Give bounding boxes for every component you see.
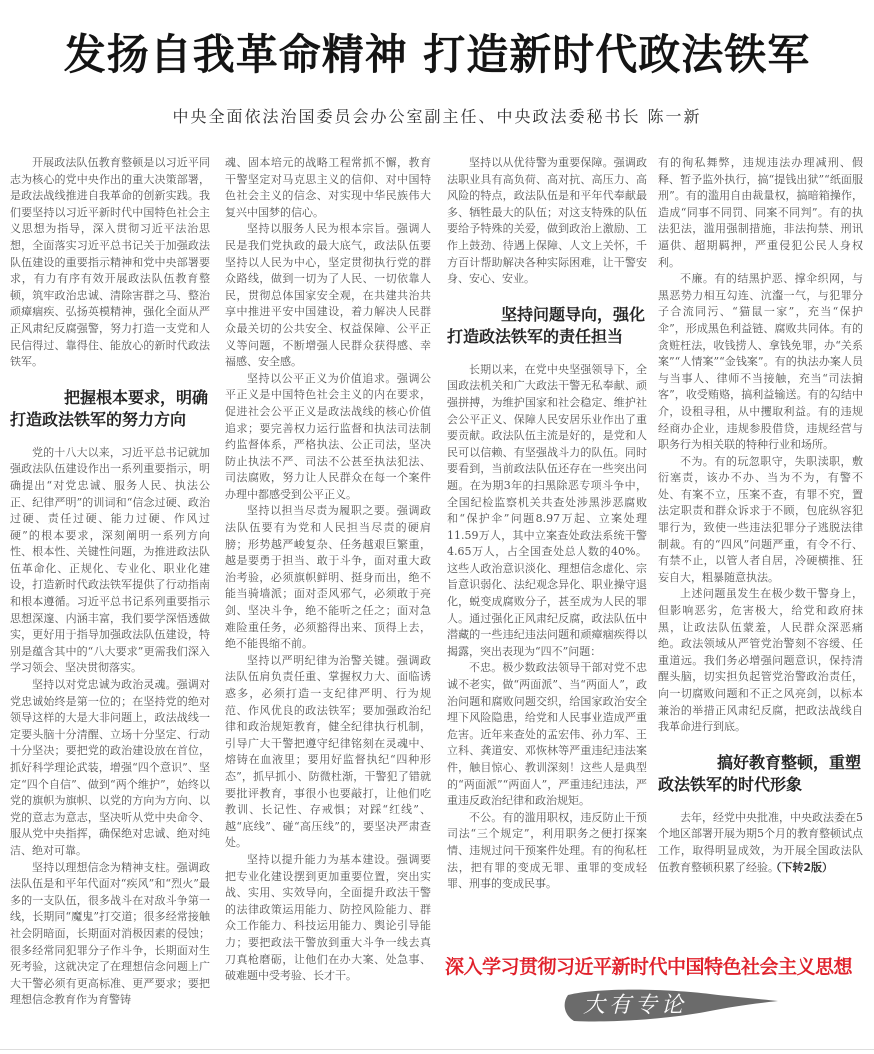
article-headline: 发扬自我革命精神 打造新时代政法铁军 xyxy=(63,30,811,79)
column-1 xyxy=(10,155,210,1009)
body-paragraph: 不忠。极少数政法领导干部对党不忠诚不老实，做“两面派”、当“两面人”，政治问题和腐败问题交织，给国家政治安全埋下风险隐患，给党和人民事业造成严重危害。近年来查处的孟宏伟、孙力军、王立科、龚道安、邓恢林等严重违纪违法案件，触目惊心、教训深刻！这些人是典型的“两面派”“两面人”，严重违纪违法，严重违反政治纪律和政治规矩。 xyxy=(447,661,647,808)
intro-paragraph: 开展政法队伍教育整顿是以习近平同志为核心的党中央作出的重大决策部署，是政法战线推进自我革命的创新实践。我们要坚持以习近平新时代中国特色社会主义思想为指导，深入贯彻习近平法治思想，全面落实习近平总书记关于加强政法队伍建设的重要指示精神和党中央部署要求，有力有序有效开展政法队伍教育整顿，筑牢政治忠诚、清除害群之马、整治顽瘴痼疾、弘扬英模精神，强化全面从严正风肃纪反腐强警，努力打造一支党和人民信得过、靠得住、能放心的新时代政法铁军。 xyxy=(10,156,210,369)
section-heading-2-line1: 坚持问题导向，强化 xyxy=(500,304,645,324)
section-heading-1-line2: 打造政法铁军的努力方向 xyxy=(10,409,187,429)
column-2 xyxy=(225,155,431,985)
body-paragraph: 党的十八大以来，习近平总书记就加强政法队伍建设作出一系列重要指示，明确提出“对党忠诚、服务人民、执法公正、纪律严明”的训词和“信念过硬、政治过硬、责任过硬、能力过硬、作风过硬”的根本要求，深刻阐明一系列方向性、根本性、关键性问题，为推进政法队伍革命化、正规化、专业化、职业化建设，打造新时代政法铁军提供了行动指南和根本遵循。习近平总书记系列重要指示思想深邃、内涵丰富，我们要学深悟透做实，更好用于指导加强政法队伍建设，特别是蕴含其中的“八大要求”更需我们深入学习领会、坚决贯彻落实。 xyxy=(10,445,210,675)
bottom-divider xyxy=(0,1049,874,1050)
body-paragraph-continued: 有的徇私舞弊，违规违法办理减刑、假释、暂予监外执行，搞“提钱出狱”“纸面服刑”。有的滥用自由裁量权，搞暗箱操作，造成“同事不同罚、同案不同判”。有的执法犯法，滥用强制措施，非法拘禁、刑讯逼供、超期羁押，严重侵犯公民人身权利。 xyxy=(658,156,863,269)
body-paragraph: 坚持以提升能力为基本建设。强调要把专业化建设摆到更加重要位置，突出实战、实用、实效导向，全面提升政法干警的法律政策运用能力、防控风险能力、群众工作能力、科技运用能力、舆论引导能力；要把政法干警放到重大斗争一线去真刀真枪磨砺，让他们在办大案、处急事、破难题中受考验、长才干。 xyxy=(225,852,431,983)
section-heading-3-line1: 搞好教育整顿，重塑 xyxy=(716,752,861,772)
column-4 xyxy=(658,155,863,876)
section-heading-3-line2: 政法铁军的时代形象 xyxy=(658,774,803,794)
section-heading-2 xyxy=(447,304,647,348)
body-paragraph: 坚持以理想信念为精神支柱。强调政法队伍是和平年代面对“疾风”和“烈火”最多的一支队伍，很多战斗在对敌斗争第一线，长期同“魔鬼”打交道；很多经常接触社会阴暗面，长期面对消极因素的侵蚀；很多经常同犯罪分子作斗争，长期面对生死考验，这就决定了在理想信念问题上广大干警必须有更高标准、更严要求；要把理想信念教育作为育警铸 xyxy=(10,860,210,1007)
body-paragraph: 坚持以从优待警为重要保障。强调政法职业具有高负荷、高对抗、高压力、高风险的特点，政法队伍是和平年代奉献最多、牺牲最大的队伍；对这支特殊的队伍要给予特殊的关爱，做到政治上激励、工作上鼓劲、待遇上保障、人文上关怀，千方百计帮助解决各种实际困难，让干警安身、安心、安业。 xyxy=(447,156,647,286)
body-paragraph: 上述问题虽发生在极少数干警身上，但影响恶劣，危害极大，给党和政府抹黑，让政法队伍蒙羞，人民群众深恶痛绝。政法领域从严管党治警刻不容缓、任重道远。我们务必增强问题意识，保持清醒头脑，切实担负起管党治警政治责任，向一切腐败问题和不正之风亮剑，以标本兼治的举措正风肃纪反腐，把政法战线自我革命进行到底。 xyxy=(658,587,863,734)
body-paragraph: 坚持以公平正义为价值追求。强调公平正义是中国特色社会主义的内在要求，促进社会公平正义是政法战线的核心价值追求；要完善权力运行监督和执法司法制约监督体系，严格执法、公正司法，坚决防止执法不严、司法不公甚至执法犯法、司法腐败，努力让人民群众在每一个案件办理中都感受到公平正义。 xyxy=(225,371,431,501)
body-paragraph: 坚持以担当尽责为履职之要。强调政法队伍要有为党和人民担当尽责的硬肩膀；形势越严峻复杂、任务越艰巨繁重，越是要勇于担当、敢于斗争，面对重大政治考验，必须旗帜鲜明、挺身而出，绝不能当骑墙派；面对歪风邪气，必须敢于亮剑、坚决斗争，绝不能听之任之；面对急难险重任务，必须豁得出来、顶得上去，绝不能畏缩不前。 xyxy=(225,504,431,651)
section-heading-2-line2: 打造政法铁军的责任担当 xyxy=(447,326,624,346)
body-paragraph: 长期以来，在党中央坚强领导下，全国政法机关和广大政法干警无私奉献、顽强拼搏，为维护国家和社会稳定、维护社会公平正义、保障人民安居乐业作出了重要贡献。政法队伍主流是好的，是党和人民可以信赖、有坚强战斗力的队伍。同时要看到，当前政法队伍还存在一些突出问题。在为期3年的扫黑除恶专项斗争中，全国纪检监察机关共查处涉黑涉恶腐败和“保护伞”问题8.97万起、立案处理11.59万人，其中立案查处政法系统干警4.65万人，占全国查处总人数的40%。这些人政治意识淡化、理想信念虚化、宗旨意识弱化、法纪观念异化、职业操守退化，蜕变成腐败分子，甚至成为人民的罪人。通过强化正风肃纪反腐，政法队伍中潜藏的一些违纪违法问题和顽瘴痼疾得以揭露，突出表现为“四不”问题： xyxy=(447,362,647,658)
body-paragraph: 坚持以对党忠诚为政治灵魂。强调对党忠诚始终是第一位的；在坚持党的绝对领导这样的大是大非问题上，政法战线一定要头脑十分清醒、立场十分坚定、行动十分坚决；要把党的政治建设放在首位，抓好科学理论武装，增强“四个意识”、坚定“四个自信”、做到“两个维护”，始终以党的旗帜为旗帜、以党的方向为方向、以党的意志为意志，坚决听从党中央命令、服从党中央指挥，确保绝对忠诚、绝对纯洁、绝对可靠。 xyxy=(10,678,210,857)
column-name-label: 大有专论 xyxy=(582,993,687,1018)
body-paragraph-continued: 魂、固本培元的战略工程常抓不懈，教育干警坚定对马克思主义的信仰、对中国特色社会主义的信念、对实现中华民族伟大复兴中国梦的信心。 xyxy=(225,156,431,219)
body-paragraph: 坚持以服务人民为根本宗旨。强调人民是我们党执政的最大底气，政法队伍要坚持以人民为中心，坚定贯彻执行党的群众路线，做到一切为了人民、一切依靠人民，贯彻总体国家安全观，在共建共治共享中推进平安中国建设，着力解决人民群众最关切的公共安全、权益保障、公平正义等问题，不断增强人民群众获得感、幸福感、安全感。 xyxy=(225,222,431,369)
section-heading-3 xyxy=(658,752,863,796)
continued-on-page-2-link[interactable]: （下转2版） xyxy=(770,860,833,874)
article-byline: 中央全面依法治国委员会办公室副主任、中央政法委秘书长 陈一新 xyxy=(172,107,702,126)
body-paragraph: 去年，经党中央批准，中央政法委在5个地区部署开展为期5个月的教育整顿试点工作，取得明显成效，为开展全国政法队伍教育整顿积累了经验。 xyxy=(658,810,863,874)
body-paragraph: 不廉。有的结黑护恶、撑伞织网，与黑恶势力相互勾连、沆瀣一气，与犯罪分子合流同污、“猫鼠一家”，充当“保护伞”，形成黑色利益链、腐败共同体。有的贪赃枉法，收钱捞人、拿钱免罪，办“关系案”“人情案”“金钱案”。有的执法办案人员与当事人、律师不当接触，充当“司法掮客”，收受贿赂，搞利益输送。有的勾结中介，设租寻租，从中攫取利益。有的违规经商办企业，违规参股借贷，违规经营与职务行为相关联的特种行业和场所。 xyxy=(658,272,863,452)
section-heading-1-line1: 把握根本要求，明确 xyxy=(63,387,208,407)
section-heading-1 xyxy=(10,387,210,431)
slogan-banner: 深入学习贯彻习近平新时代中国特色社会主义思想 xyxy=(445,956,853,978)
column-3 xyxy=(447,155,647,893)
body-paragraph: 不为。有的玩忽职守，失职渎职，敷衍塞责，该办不办、当为不为，有警不处、有案不立，压案不查，有罪不究，置法定职责和群众诉求于不顾，包庇纵容犯罪行为，致使一些违法犯罪分子逃脱法律制裁。有的“四风”问题严重，有令不行、有禁不止，以管人者自居，冷硬横推、狂妄自大，粗暴随意执法。 xyxy=(658,454,863,584)
body-paragraph: 不公。有的滥用职权，违反防止干预司法“三个规定”，利用职务之便打探案情、违规过问干预案件处理。有的徇私枉法，把有罪的变成无罪、重罪的变成轻罪、刑事的变成民事。 xyxy=(447,810,647,891)
body-paragraph: 坚持以严明纪律为治警关键。强调政法队伍肩负责任重、掌握权力大、面临诱惑多，必须打造一支纪律严明、行为规范、作风优良的政法铁军；要加强政治纪律和政治规矩教育，健全纪律执行机制，引导广大干警把遵守纪律铭刻在灵魂中、熔铸在血液里；要用好监督执纪“四种形态”，抓早抓小、防微杜渐，干警犯了错就要批评教育，事很小也要敲打，让他们吃教训、长记性、存戒惧；对踩“红线”、越“底线”、碰“高压线”的，要坚决严肃查处。 xyxy=(225,653,431,850)
